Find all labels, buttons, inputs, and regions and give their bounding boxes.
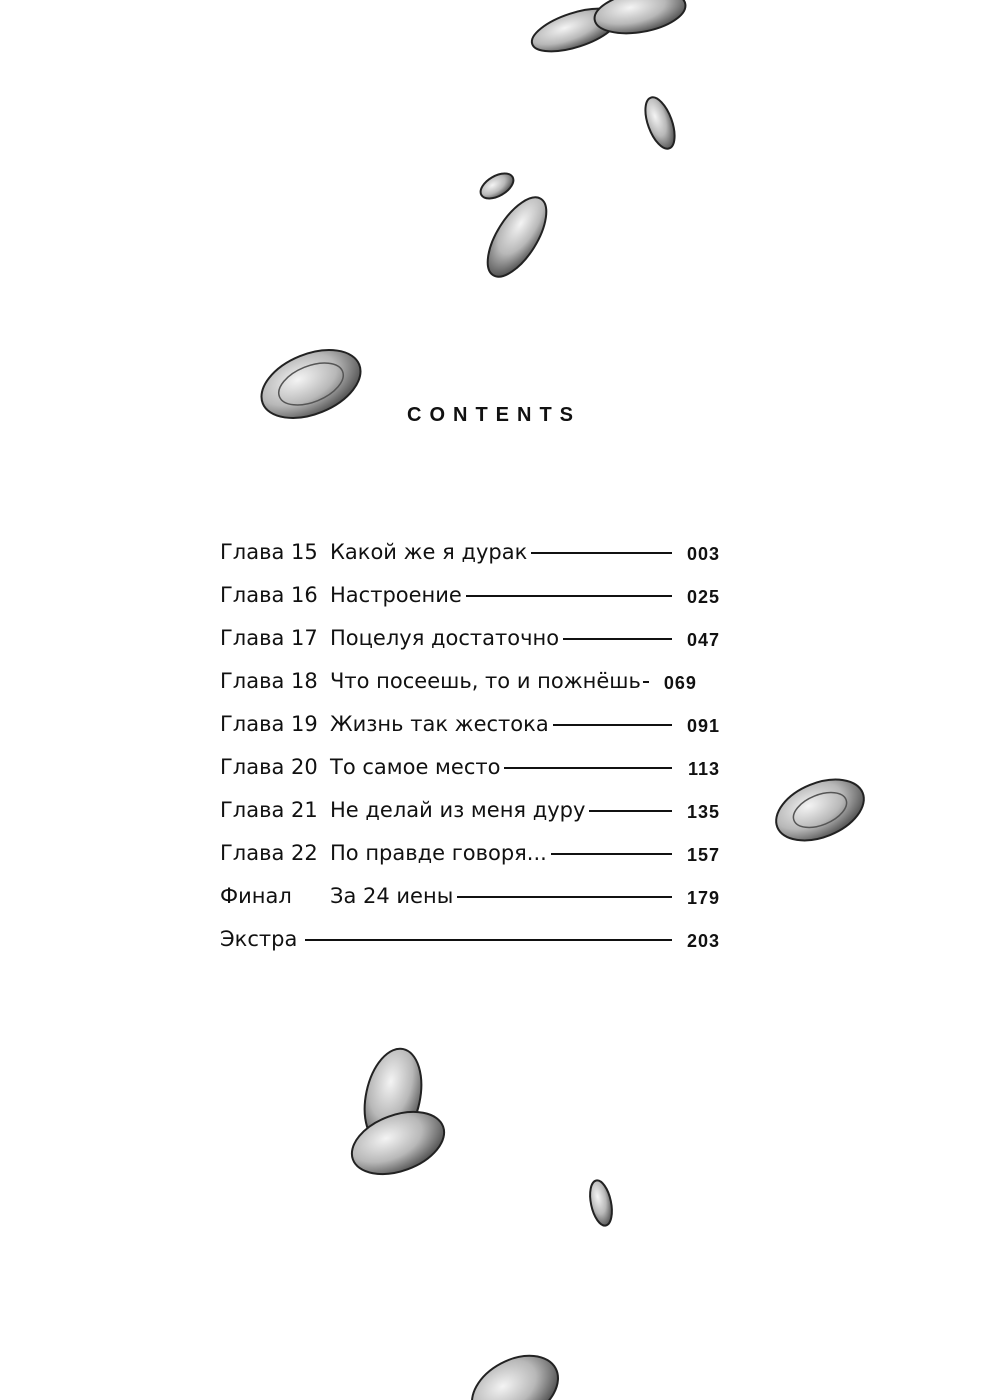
chapter-label: Глава 22 [220,840,318,865]
chapter-label: Глава 17 [220,625,318,650]
chapter-label: Глава 19 [220,711,318,736]
page-number: 113 [687,759,720,779]
chapter-title: Поцелуя достаточно [330,625,560,650]
toc-entry-chapter-15[interactable] [220,530,720,573]
leader-line [589,810,672,812]
leader-line [553,724,672,726]
toc-entry-chapter-16[interactable] [220,573,720,616]
coin-icon [639,94,680,153]
toc-entry-chapter-19[interactable] [220,702,720,745]
contents-title: CONTENTS [407,404,581,426]
chapter-label: Экстра [220,926,298,951]
chapter-label: Глава 20 [220,754,318,779]
page-number: 025 [686,587,720,607]
chapter-title: За 24 иены [330,883,454,908]
page-number: 135 [686,802,720,822]
coin-icon [767,768,873,853]
toc-entry-chapter-22[interactable] [220,831,720,874]
chapter-title: То самое место [330,754,501,779]
chapter-label: Глава 15 [220,539,318,564]
chapter-label: Финал [220,883,292,908]
toc-entry-chapter-17[interactable] [220,616,720,659]
toc-entry-chapter-21[interactable] [220,788,720,831]
coin-icon [527,0,689,60]
table-of-contents [220,530,720,960]
chapter-title: Не делай из меня дуру [330,797,586,822]
page-number: 091 [686,716,720,736]
chapter-label: Глава 21 [220,797,318,822]
toc-entry-chapter-20[interactable] [220,745,720,788]
page-number: 047 [686,630,720,650]
coin-icon [460,1342,569,1400]
chapter-title: Настроение [330,582,462,607]
page-number: 157 [686,845,720,865]
toc-entry-extra[interactable] [220,917,720,960]
page-number: 179 [686,888,720,908]
chapter-label: Глава 18 [220,668,318,693]
chapter-label: Глава 16 [220,582,318,607]
leader-line [504,767,672,769]
leader-line [466,595,672,597]
page-number: 203 [686,931,720,951]
leader-line [551,853,672,855]
page-number: 003 [686,544,720,564]
toc-entry-chapter-18[interactable] [220,659,720,702]
chapter-title: Жизнь так жестока [330,711,549,736]
coin-icon [476,188,558,286]
coin-icon [343,1043,452,1185]
chapter-title: Какой же я дурак [330,539,528,564]
page-number: 069 [663,673,697,693]
leader-line [531,552,672,554]
leader-line [305,939,672,941]
chapter-title: Что посеешь, то и пожнёшь [330,668,641,693]
leader-line [563,638,672,640]
leader-line [457,896,672,898]
chapter-title: По правде говоря... [330,840,547,865]
coin-icon [476,168,517,203]
coin-icon [586,1178,615,1227]
toc-entry-final[interactable] [220,874,720,917]
leader-line [643,681,649,683]
